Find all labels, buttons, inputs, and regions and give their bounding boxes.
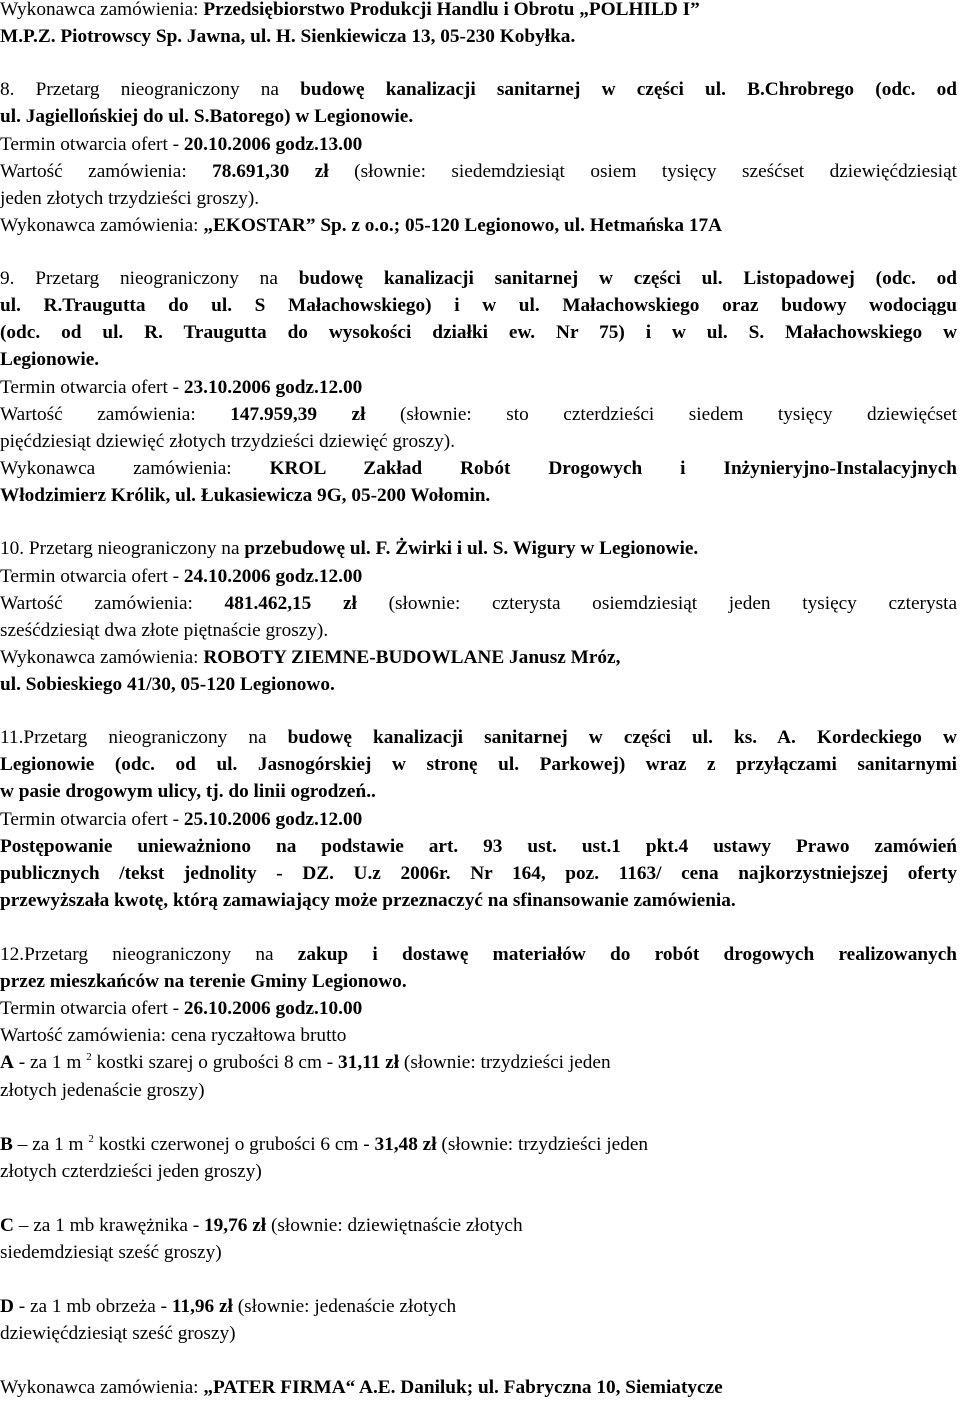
text-run: Wartość zamówienia: — [0, 161, 213, 182]
text-line — [0, 755, 957, 774]
text-line — [0, 567, 362, 586]
text-run: przez mieszkańców na terenie Gminy Legionowo. — [0, 971, 407, 992]
text-run: Wykonawca zamówienia: — [0, 647, 204, 668]
text-run: B — [0, 1134, 13, 1155]
text-run: budowę kanalizacji sanitarnej w części ul. ks. A. Kordeckiego w — [287, 727, 957, 748]
text-run: 11.Przetarg nieograniczony na — [0, 727, 288, 748]
text-run: (słownie: sto czterdzieści siedem tysięcy dziewięćset — [365, 404, 957, 425]
text-run: siedemdziesiąt sześć groszy) — [0, 1242, 222, 1263]
text-run: ul. Jagiellońskiej do ul. S.Batorego) w Legionowie. — [0, 106, 414, 127]
text-run: Wartość zamówienia: — [0, 593, 225, 614]
text-line — [0, 378, 362, 397]
text-run: pięćdziesiąt dziewięć złotych trzydzieści dziewięć groszy). — [0, 431, 456, 452]
text-run: - za 1 mb obrzeża - — [13, 1296, 172, 1317]
text-run: dziewięćdziesiąt sześć groszy) — [0, 1323, 236, 1344]
text-run: 78.691,30 zł — [212, 161, 329, 182]
text-line — [0, 675, 335, 694]
text-line — [0, 1216, 523, 1235]
text-run: Wykonawca zamówienia: — [0, 1377, 204, 1398]
text-run: Przedsiębiorstwo Produkcji Handlu i Obrotu „POLHILD I” — [203, 0, 700, 20]
text-line — [0, 459, 957, 478]
text-line — [0, 405, 957, 424]
text-run: 31,48 zł — [374, 1134, 437, 1155]
text-line — [0, 1081, 205, 1100]
text-line — [0, 350, 99, 369]
text-run: kostki szarej o grubości 8 cm - — [91, 1052, 339, 1073]
text-line — [0, 432, 455, 451]
text-run: 8. Przetarg nieograniczony na — [0, 79, 301, 100]
text-run: 23.10.2006 godz.12.00 — [183, 377, 363, 398]
text-line — [0, 864, 957, 883]
text-run: Wartość zamówienia: cena ryczałtowa brutto — [0, 1025, 347, 1046]
text-run: przewyższała kwotę, którą zamawiający może przeznaczyć na sfinansowanie zamówienia. — [0, 890, 736, 911]
text-run: publicznych /tekst jednolity - DZ. U.z 2006r. Nr 164, poz. 1163/ cena najkorzystniejszej oferty — [0, 863, 957, 884]
text-run: Wykonawca zamówienia: — [0, 0, 204, 20]
text-line — [0, 189, 259, 208]
text-line — [0, 0, 700, 19]
text-run: (słownie: trzydzieści jeden — [399, 1052, 611, 1073]
text-line — [0, 648, 620, 667]
text-run: 31,11 zł — [338, 1052, 400, 1073]
text-line — [0, 1162, 262, 1181]
text-run: 10. Przetarg nieograniczony na — [0, 538, 245, 559]
text-line — [0, 945, 957, 964]
text-run: 26.10.2006 godz.10.00 — [183, 998, 363, 1019]
text-line — [0, 1378, 723, 1397]
text-run: (słownie: jedenaście złotych — [232, 1296, 457, 1317]
text-run: „PATER FIRMA“ A.E. Daniluk; ul. Fabryczna 10, Siemiatycze — [203, 1377, 723, 1398]
text-run: 12.Przetarg nieograniczony na — [0, 944, 298, 965]
text-run: Termin otwarcia ofert - — [0, 134, 184, 155]
text-run: Termin otwarcia ofert - — [0, 809, 184, 830]
text-run: C — [0, 1215, 14, 1236]
text-run: budowę kanalizacji sanitarnej w części ul. Listopadowej (odc. od — [298, 268, 958, 289]
text-line — [0, 972, 407, 991]
text-line — [0, 107, 413, 126]
text-run: - za 1 m — [13, 1052, 87, 1073]
text-run: ul. R.Traugutta do ul. S Małachowskiego) i w ul. Małachowskiego oraz budowy wodociągu — [0, 295, 957, 316]
text-line — [0, 621, 328, 640]
text-run: D — [0, 1296, 14, 1317]
text-line — [0, 1243, 222, 1262]
text-run: 20.10.2006 godz.13.00 — [183, 134, 363, 155]
text-run: M.P.Z. Piotrowscy Sp. Jawna, ul. H. Sienkiewicza 13, 05-230 Kobyłka. — [0, 26, 576, 47]
text-run: (odc. od ul. R. Traugutta do wysokości działki ew. Nr 75) i w ul. S. Małachowskiego w — [0, 322, 957, 343]
text-line — [0, 27, 575, 46]
text-run: Legionowie. — [0, 349, 100, 370]
text-run: (słownie: trzydzieści jeden — [436, 1134, 649, 1155]
text-run: 2 — [86, 1051, 92, 1063]
text-run: sześćdziesiąt dwa złote piętnaście groszy). — [0, 620, 329, 641]
text-run: Włodzimierz Królik, ul. Łukasiewicza 9G, 05-200 Wołomin. — [0, 485, 491, 506]
text-run: – za 1 mb krawężnika - — [13, 1215, 204, 1236]
text-line — [0, 999, 362, 1018]
text-run: w pasie drogowym ulicy, tj. do linii ogrodzeń.. — [0, 781, 376, 802]
text-line — [0, 269, 957, 288]
text-line — [0, 539, 698, 558]
text-run: zakup i dostawę materiałów do robót drogowych realizowanych — [297, 944, 957, 965]
text-run: ROBOTY ZIEMNE-BUDOWLANE Janusz Mróz, — [203, 647, 621, 668]
text-run: 9. Przetarg nieograniczony na — [0, 268, 299, 289]
text-run: Termin otwarcia ofert - — [0, 566, 184, 587]
text-line — [0, 135, 362, 154]
text-run: Postępowanie unieważniono na podstawie art. 93 ust. ust.1 pkt.4 ustawy Prawo zamówień — [0, 836, 957, 857]
text-run: – za 1 m — [12, 1134, 89, 1155]
text-run: złotych jedenaście groszy) — [0, 1080, 205, 1101]
text-run: 147.959,39 zł — [230, 404, 366, 425]
text-line — [0, 1135, 648, 1154]
text-line — [0, 594, 957, 613]
text-run: 24.10.2006 godz.12.00 — [183, 566, 363, 587]
text-line — [0, 323, 957, 342]
text-run: 2 — [88, 1133, 94, 1145]
text-run: jeden złotych trzydzieści groszy). — [0, 188, 260, 209]
text-line — [0, 728, 957, 747]
text-run: Legionowie (odc. od ul. Jasnogórskiej w stronę ul. Parkowej) wraz z przyłączami sanitarnymi — [0, 754, 957, 775]
text-line — [0, 891, 736, 910]
text-run: (słownie: siedemdziesiąt osiem tysięcy sześćset dziewięćdziesiąt — [328, 161, 957, 182]
text-run: budowę kanalizacji sanitarnej w części ul. B.Chrobrego (odc. od — [300, 79, 957, 100]
text-line — [0, 486, 490, 505]
text-line — [0, 162, 957, 181]
text-line — [0, 1026, 346, 1045]
text-run: „EKOSTAR” Sp. z o.o.; 05-120 Legionowo, ul. Hetmańska 17A — [203, 215, 723, 236]
text-run: (słownie: czterysta osiemdziesiąt jeden tysięcy czterysta — [356, 593, 958, 614]
text-run: Wykonawca zamówienia: — [0, 458, 270, 479]
text-line — [0, 1324, 236, 1343]
text-line — [0, 296, 957, 315]
text-run: 11,96 zł — [171, 1296, 233, 1317]
text-run: kostki czerwonej o grubości 6 cm - — [93, 1134, 375, 1155]
text-run: przebudowę ul. F. Żwirki i ul. S. Wigury w Legionowie. — [244, 538, 699, 559]
text-run: 19,76 zł — [204, 1215, 267, 1236]
text-run: Wartość zamówienia: — [0, 404, 231, 425]
text-line — [0, 80, 957, 99]
text-line — [0, 837, 957, 856]
text-run: Wykonawca zamówienia: — [0, 215, 204, 236]
text-run: (słownie: dziewiętnaście złotych — [266, 1215, 523, 1236]
text-run: KROL Zakład Robót Drogowych i Inżynieryjno-Instalacyjnych — [269, 458, 957, 479]
text-run: 25.10.2006 godz.12.00 — [183, 809, 363, 830]
text-run: A — [0, 1052, 14, 1073]
text-run: 481.462,15 zł — [224, 593, 357, 614]
text-run: złotych czterdzieści jeden groszy) — [0, 1161, 262, 1182]
text-run: ul. Sobieskiego 41/30, 05-120 Legionowo. — [0, 674, 335, 695]
text-run: Termin otwarcia ofert - — [0, 998, 184, 1019]
text-run: Termin otwarcia ofert - — [0, 377, 184, 398]
text-line — [0, 216, 722, 235]
text-line — [0, 1053, 611, 1072]
text-line — [0, 1297, 456, 1316]
text-line — [0, 810, 362, 829]
text-line — [0, 782, 376, 801]
